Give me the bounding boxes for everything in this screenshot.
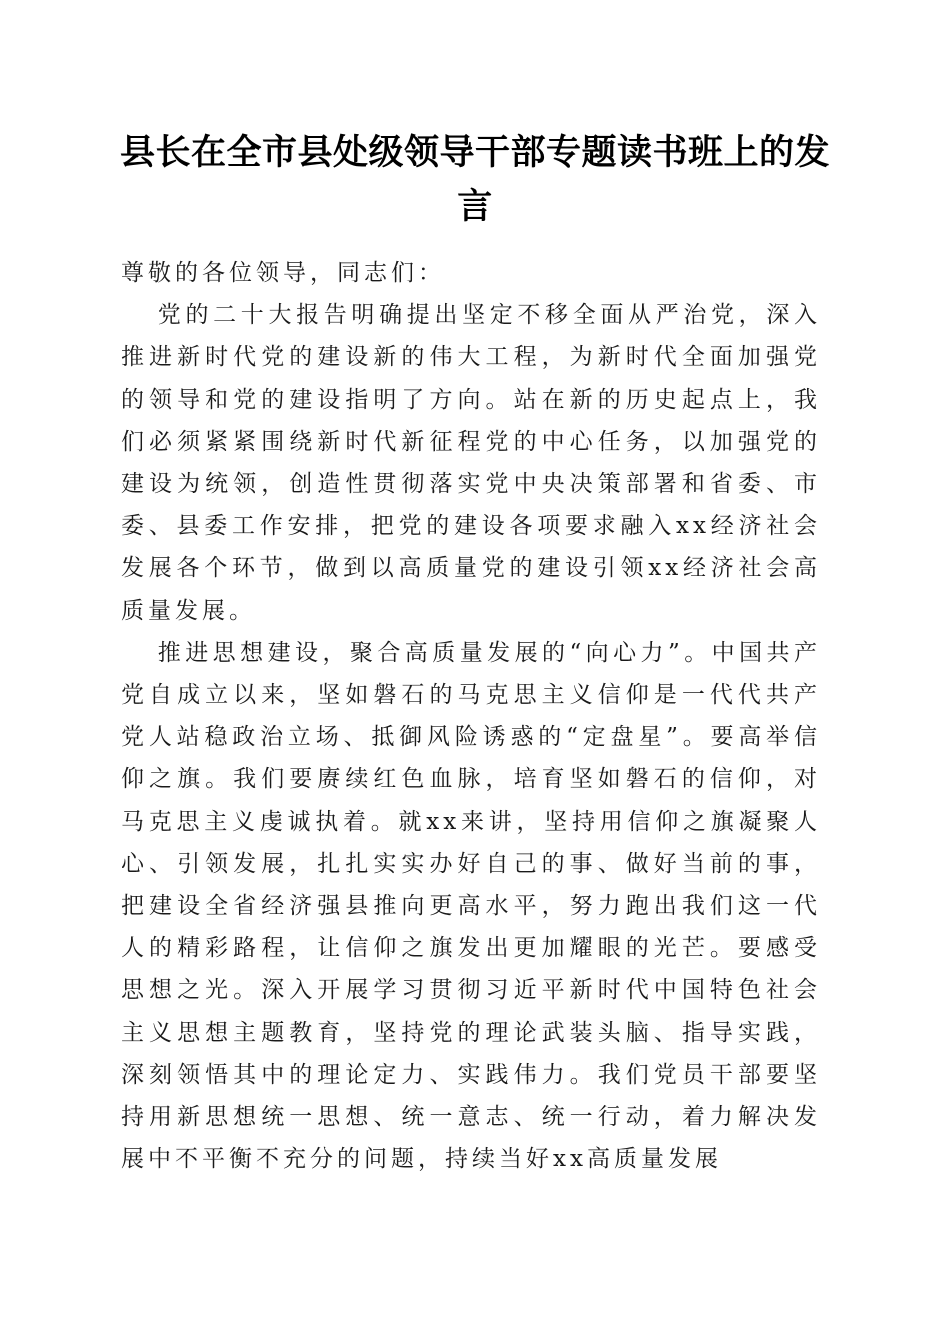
paragraph-intro: 党的二十大报告明确提出坚定不移全面从严治党，深入推进新时代党的建设新的伟大工程，为新时代全面加强党的领导和党的建设指明了方向。站在新的历史起点上，我们必须紧紧围绕新时代新征程党的中心任务，以加强党的建设为统领，创造性贯彻落实党中央决策部署和省委、市委、县委工作安排，把党的建设各项要求融入xx经济社会发展各个环节，做到以高质量党的建设引领xx经济社会高质量发展。 [121, 302, 821, 624]
document-title: 县长在全市县处级领导干部专题读书班上的发言 [119, 132, 830, 227]
salutation: 尊敬的各位领导，同志们： [121, 260, 445, 286]
paragraph-ideological-building: 推进思想建设，聚合高质量发展的“向心力”。中国共产党自成立以来，坚如磐石的马克思主义信仰是一代代共产党人站稳政治立场、抵御风险诱惑的“定盘星”。要高举信仰之旗。我们要赓续红色血脉，培育坚如磐石的信仰，对马克思主义虔诚执着。就xx来讲，坚持用信仰之旗凝聚人心、引领发展，扎扎实实办好自己的事、做好当前的事，把建设全省经济强县推向更高水平，努力跑出我们这一代人的精彩路程，让信仰之旗发出更加耀眼的光芒。要感受思想之光。深入开展学习贯彻习近平新时代中国特色社会主义思想主题教育，坚持党的理论武装头脑、指导实践，深刻领悟其中的理论定力、实践伟力。我们党员干部要坚持用新思想统一思想、统一意志、统一行动，着力解决发展中不平衡不充分的问题，持续当好xx高质量发展 [121, 639, 821, 1173]
document-body [121, 252, 821, 1180]
